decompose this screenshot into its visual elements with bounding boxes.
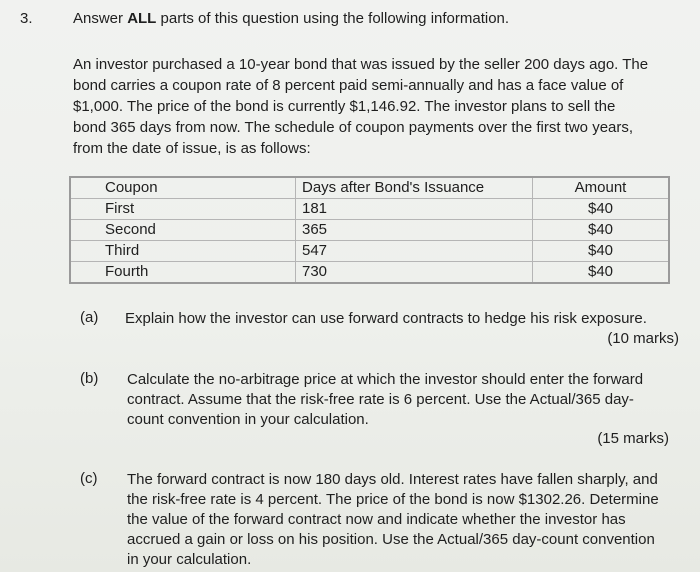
table-row bbox=[70, 199, 669, 220]
table-row bbox=[70, 220, 669, 241]
cell-coupon: Third bbox=[70, 241, 296, 262]
cell-days: 730 bbox=[296, 262, 533, 284]
part-line: count convention in your calculation. bbox=[127, 411, 369, 428]
part-b-marks: (15 marks) bbox=[597, 430, 669, 447]
part-c-text bbox=[127, 470, 687, 570]
intro-paragraph bbox=[73, 54, 685, 159]
cell-coupon: First bbox=[70, 199, 296, 220]
part-line: Calculate the no-arbitrage price at which the investor should enter the forward bbox=[127, 371, 644, 388]
table-header-row bbox=[70, 177, 669, 199]
cell-days: 547 bbox=[296, 241, 533, 262]
part-c-label: (c) bbox=[80, 470, 98, 487]
part-a-marks: (10 marks) bbox=[607, 330, 679, 347]
part-a-label: (a) bbox=[80, 309, 99, 326]
question-heading bbox=[73, 10, 509, 27]
cell-amount: $40 bbox=[533, 220, 670, 241]
part-line: accrued a gain or loss on his position. Use the Actual/365 day-count convention bbox=[127, 531, 655, 548]
header-days: Days after Bond's Issuance bbox=[296, 177, 533, 199]
cell-days: 365 bbox=[296, 220, 533, 241]
intro-line: bond carries a coupon rate of 8 percent paid semi-annually and has a face value of bbox=[73, 77, 624, 94]
intro-line: bond 365 days from now. The schedule of coupon payments over the first two years, bbox=[73, 119, 634, 136]
part-line: the value of the forward contract now and indicate whether the investor has bbox=[127, 511, 626, 528]
coupon-schedule-table bbox=[69, 176, 670, 284]
question-number: 3. bbox=[20, 10, 33, 27]
table-row bbox=[70, 262, 669, 284]
part-b-text bbox=[127, 370, 687, 430]
header-amount: Amount bbox=[533, 177, 670, 199]
cell-amount: $40 bbox=[533, 199, 670, 220]
part-line: in your calculation. bbox=[127, 551, 252, 568]
heading-prefix: Answer bbox=[73, 10, 128, 27]
part-a-text bbox=[125, 309, 685, 329]
table-row bbox=[70, 241, 669, 262]
part-line: the risk-free rate is 4 percent. The price of the bond is now $1302.26. Determine bbox=[127, 491, 659, 508]
cell-coupon: Second bbox=[70, 220, 296, 241]
intro-line: from the date of issue, is as follows: bbox=[73, 140, 311, 157]
part-line: Explain how the investor can use forward contracts to hedge his risk exposure. bbox=[125, 310, 647, 327]
part-line: contract. Assume that the risk-free rate is 6 percent. Use the Actual/365 day- bbox=[127, 391, 634, 408]
header-coupon: Coupon bbox=[70, 177, 296, 199]
intro-line: $1,000. The price of the bond is currently $1,146.92. The investor plans to sell the bbox=[73, 98, 616, 115]
intro-line: An investor purchased a 10-year bond that was issued by the seller 200 days ago. The bbox=[73, 56, 649, 73]
cell-coupon: Fourth bbox=[70, 262, 296, 284]
heading-bold: ALL bbox=[127, 10, 157, 27]
cell-amount: $40 bbox=[533, 241, 670, 262]
part-line: The forward contract is now 180 days old. Interest rates have fallen sharply, and bbox=[127, 471, 658, 488]
heading-suffix: parts of this question using the following information. bbox=[156, 10, 510, 27]
part-b-label: (b) bbox=[80, 370, 99, 387]
cell-amount: $40 bbox=[533, 262, 670, 284]
cell-days: 181 bbox=[296, 199, 533, 220]
